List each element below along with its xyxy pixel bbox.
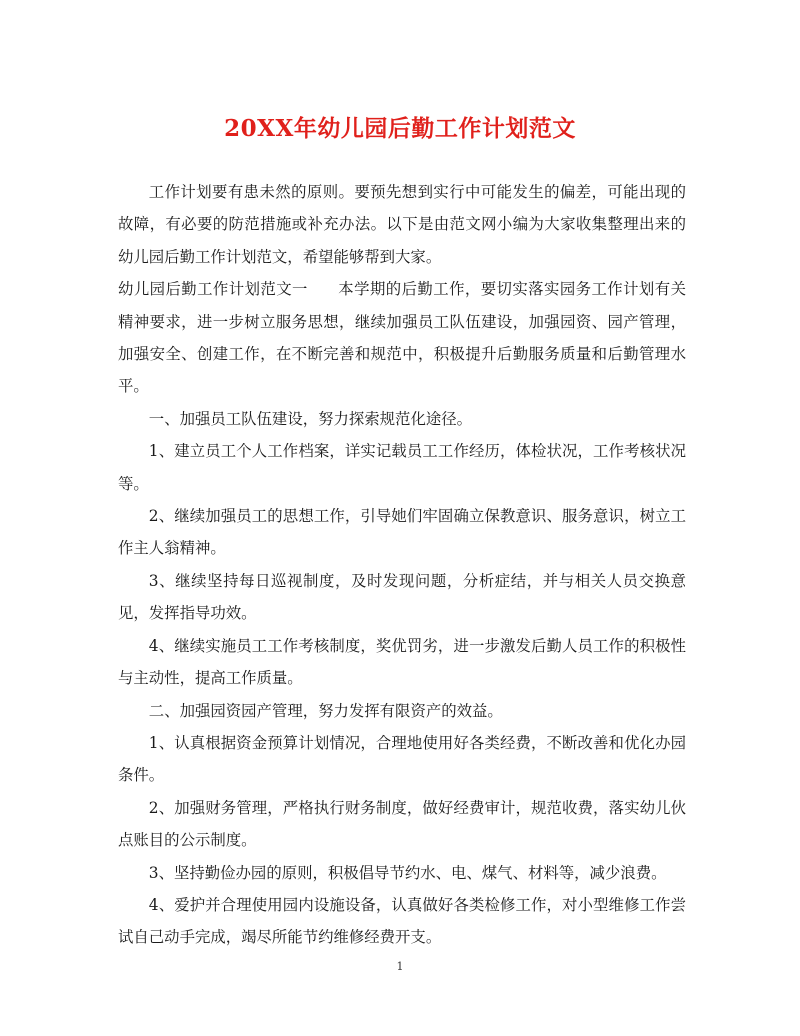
page-number: 1 bbox=[396, 960, 404, 973]
heading-1: 一、加强员工队伍建设，努力探索规范化途径。 bbox=[148, 409, 473, 428]
item-1-2: 2、继续加强员工的思想工作，引导她们牢固确立保教意识、服务意识，树立工作主人翁精神。 bbox=[118, 507, 686, 558]
item-1-3: 3、继续坚持每日巡视制度，及时发现问题，分析症结，并与相关人员交换意见，发挥指导功效。 bbox=[118, 571, 686, 623]
section-paragraph bbox=[118, 273, 686, 403]
item-1-1: 1、建立员工个人工作档案，详实记载员工工作经历，体检状况，工作考核状况等。 bbox=[118, 442, 686, 493]
heading-2: 二、加强园资园产管理，努力发挥有限资产的效益。 bbox=[148, 701, 503, 720]
document-title: 20XX年幼儿园后勤工作计划范文 bbox=[224, 115, 576, 142]
item-2-2: 2、加强财务管理，严格执行财务制度，做好经费审计，规范收费，落实幼儿伙点账目的公示制度。 bbox=[118, 798, 686, 850]
item-1-4: 4、继续实施员工工作考核制度，奖优罚劣，进一步激发后勤人员工作的积极性与主动性，提高工作质量。 bbox=[118, 636, 686, 688]
item-2-1: 1、认真根据资金预算计划情况，合理地使用好各类经费，不断改善和优化办园条件。 bbox=[118, 733, 686, 785]
item-2-4: 4、爱护并合理使用园内设施设备，认真做好各类检修工作，对小型维修工作尝试自己动手完成，竭尽所能节约维修经费开支。 bbox=[118, 895, 686, 947]
item-2-3: 3、坚持勤俭办园的原则，积极倡导节约水、电、煤气、材料等，减少浪费。 bbox=[148, 863, 667, 882]
intro-paragraph: 工作计划要有患未然的原则。要预先想到实行中可能发生的偏差，可能出现的故障，有必要的防范措施或补充办法。以下是由范文网小编为大家收集整理出来的幼儿园后勤工作计划范文，希望能够帮到大家。 bbox=[118, 183, 686, 266]
document-body bbox=[118, 176, 686, 954]
section-label: 幼儿园后勤工作计划范文一 bbox=[118, 280, 308, 299]
section-lead: 本学期的后勤工作，要切实落实园务工作计划有关精神要求，进一步树立服务思想，继续加强员工队伍建设，加强园资、园产管理，加强安全、创建工作，在不断完善和规范中，积极提升后勤服务质量和后勤管理水平。 bbox=[118, 280, 686, 396]
